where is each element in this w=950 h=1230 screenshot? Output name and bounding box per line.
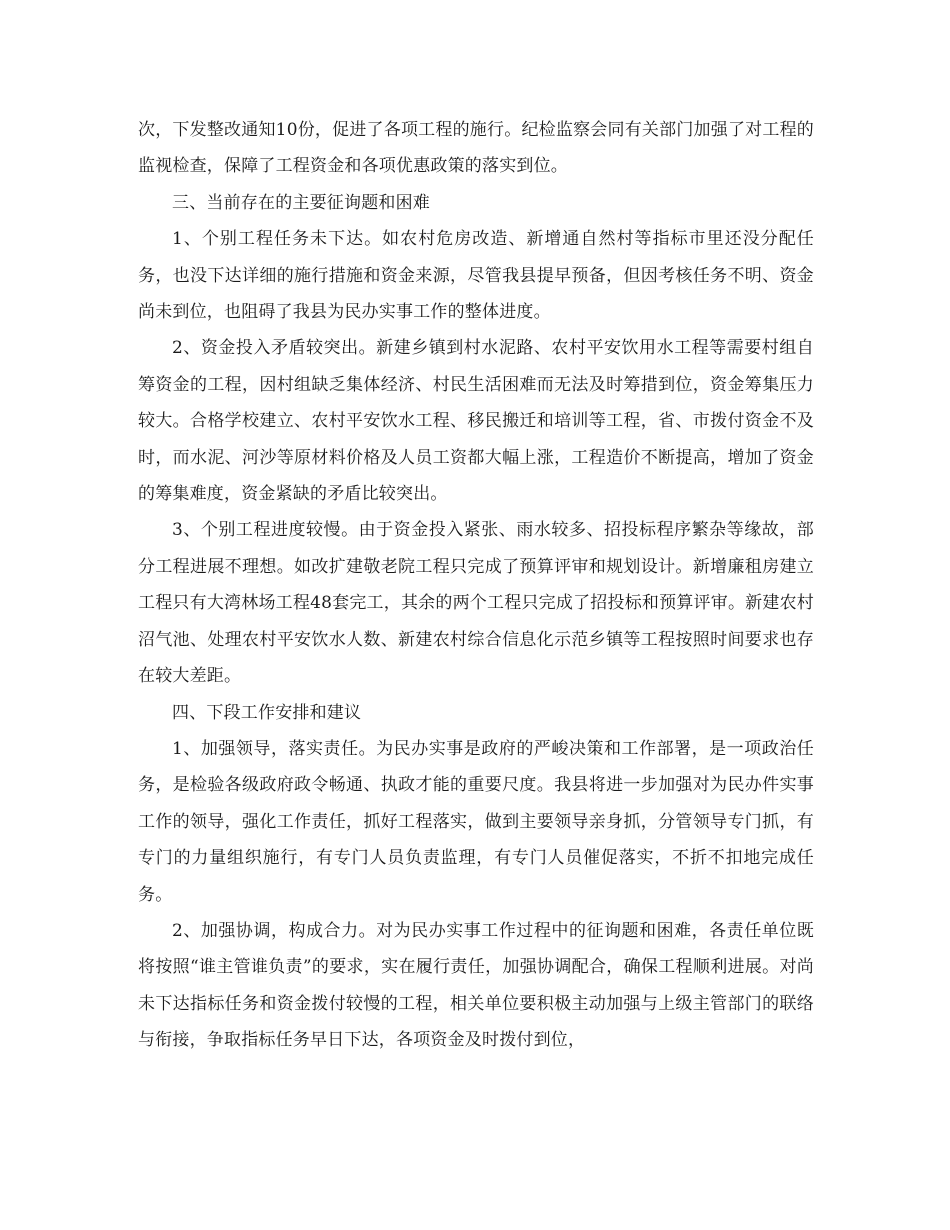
paragraph-item: 3、个别工程进度较慢。由于资金投入紧张、雨水较多、招投标程序繁杂等缘故，部分工程进展不理想。如改扩建敬老院工程只完成了预算评审和规划设计。新增廉租房建立工程只有大湾林场工程48套完工，其余的两个工程只完成了招投标和预算评审。新建农村沼气池、处理农村平安饮水人数、新建农村综合信息化示范乡镇等工程按照时间要求也存在较大差距。 [138, 520, 814, 687]
section-heading-3: 三、当前存在的主要征询题和困难 [172, 192, 430, 213]
paragraph-continuation: 次，下发整改通知10份，促进了各项工程的施行。纪检监察会同有关部门加强了对工程的监视检查，保障了工程资金和各项优惠政策的落实到位。 [138, 120, 814, 177]
paragraph-item: 2、加强协调，构成合力。对为民办实事工作过程中的征询题和困难，各责任单位既将按照“谁主管谁负责”的要求，实在履行责任，加强协调配合，确保工程顺利进展。对尚未下达指标任务和资金拨付较慢的工程，相关单位要积极主动加强与上级主管部门的联络与衔接，争取指标任务早日下达，各项资金及时拨付到位， [138, 920, 814, 1051]
paragraph-item: 1、加强领导，落实责任。为民办实事是政府的严峻决策和工作部署，是一项政治任务，是检验各级政府政令畅通、执政才能的重要尺度。我县将进一步加强对为民办件实事工作的领导，强化工作责任，抓好工程落实，做到主要领导亲身抓，分管领导专门抓，有专门的力量组织施行，有专门人员负责监理，有专门人员催促落实，不折不扣地完成任务。 [138, 738, 814, 905]
document-body [138, 112, 814, 1059]
paragraph-item: 1、个别工程任务未下达。如农村危房改造、新增通自然村等指标市里还没分配任务，也没下达详细的施行措施和资金来源，尽管我县提早预备，但因考核任务不明、资金尚未到位，也阻碍了我县为民办实事工作的整体进度。 [138, 229, 814, 323]
section-heading-4: 四、下段工作安排和建议 [172, 702, 362, 723]
paragraph-item: 2、资金投入矛盾较突出。新建乡镇到村水泥路、农村平安饮用水工程等需要村组自筹资金的工程，因村组缺乏集体经济、村民生活困难而无法及时筹措到位，资金筹集压力较大。合格学校建立、农村平安饮水工程、移民搬迁和培训等工程，省、市拨付资金不及时，而水泥、河沙等原材料价格及人员工资都大幅上涨，工程造价不断提高，增加了资金的筹集难度，资金紧缺的矛盾比较突出。 [138, 338, 814, 505]
